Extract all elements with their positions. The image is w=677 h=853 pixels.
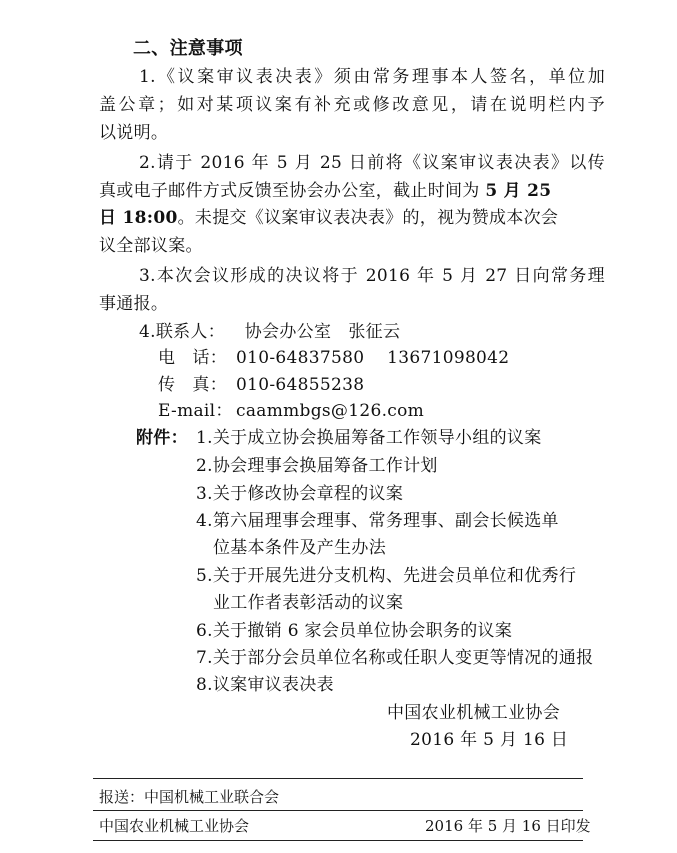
attachment-item: 1.关于成立协会换届筹备工作领导小组的议案 bbox=[196, 428, 542, 448]
section-heading: 二、注意事项 bbox=[133, 38, 243, 59]
footer-print-date: 2016 年 5 月 16 日印发 bbox=[425, 817, 591, 835]
footer-issuer: 中国农业机械工业协会 bbox=[99, 817, 250, 835]
deadline-date: 5 月 25 bbox=[485, 181, 552, 201]
attachments-label: 附件： bbox=[136, 428, 188, 448]
fax-label: 传 真： bbox=[158, 375, 228, 395]
signature-date: 2016 年 5 月 16 日 bbox=[410, 730, 569, 750]
email-row bbox=[158, 400, 424, 422]
footer-mid-rule bbox=[93, 810, 583, 811]
item-1-line-2: 盖公章；如对某项议案有补充或修改意见，请在说明栏内予 bbox=[99, 95, 605, 115]
footer-bottom-rule bbox=[93, 840, 583, 841]
item-3-line-2: 事通报。 bbox=[99, 294, 169, 314]
phone-row bbox=[158, 347, 509, 369]
attachment-item-continued: 业工作者表彰活动的议案 bbox=[213, 593, 404, 613]
attachment-item-continued: 位基本条件及产生办法 bbox=[213, 538, 386, 558]
footer-top-rule bbox=[93, 778, 583, 779]
email-label: E-mail： bbox=[158, 401, 233, 421]
contact-row bbox=[139, 321, 400, 343]
footer-cc: 报送：中国机械工业联合会 bbox=[99, 788, 280, 806]
item-1-line-1: 1.《议案审议表决表》须由常务理事本人签名，单位加 bbox=[139, 67, 605, 87]
item-2-line-4: 议全部议案。 bbox=[99, 236, 203, 256]
attachment-item: 8.议案审议表决表 bbox=[196, 675, 334, 695]
phone-label: 电 话： bbox=[158, 348, 228, 368]
item-2-line-3 bbox=[99, 207, 558, 229]
fax-row bbox=[158, 374, 364, 396]
item-1-line-3: 以说明。 bbox=[99, 123, 169, 143]
attachment-item: 7.关于部分会员单位名称或任职人变更等情况的通报 bbox=[196, 648, 594, 668]
item-2-line-2-text: 真或电子邮件方式反馈至协会办公室，截止时间为 bbox=[99, 181, 486, 201]
attachment-item: 3.关于修改协会章程的议案 bbox=[196, 484, 404, 504]
attachment-item: 4.第六届理事会理事、常务理事、副会长候选单 bbox=[196, 511, 559, 531]
signature-org: 中国农业机械工业协会 bbox=[387, 703, 560, 723]
fax-value: 010-64855238 bbox=[236, 375, 365, 395]
attachment-item: 6.关于撤销 6 家会员单位协会职务的议案 bbox=[196, 621, 513, 641]
contact-label: 4.联系人： bbox=[139, 322, 226, 342]
contact-person: 协会办公室 张征云 bbox=[244, 322, 401, 342]
item-2-line-1: 2.请于 2016 年 5 月 25 日前将《议案审议表决表》以传 bbox=[139, 153, 605, 173]
attachment-item: 5.关于开展先进分支机构、先进会员单位和优秀行 bbox=[196, 566, 577, 586]
item-3-line-1: 3.本次会议形成的决议将于 2016 年 5 月 27 日向常务理 bbox=[139, 266, 605, 286]
deadline-time: 日 18:00 bbox=[99, 208, 178, 228]
item-2-line-2 bbox=[99, 180, 551, 202]
phone-value: 010-64837580 13671098042 bbox=[236, 348, 510, 368]
attachment-item: 2.协会理事会换届筹备工作计划 bbox=[196, 456, 438, 476]
item-2-line-3-text: 。未提交《议案审议表决表》的，视为赞成本次会 bbox=[177, 208, 559, 228]
email-value[interactable]: caammbgs@126.com bbox=[236, 401, 425, 421]
